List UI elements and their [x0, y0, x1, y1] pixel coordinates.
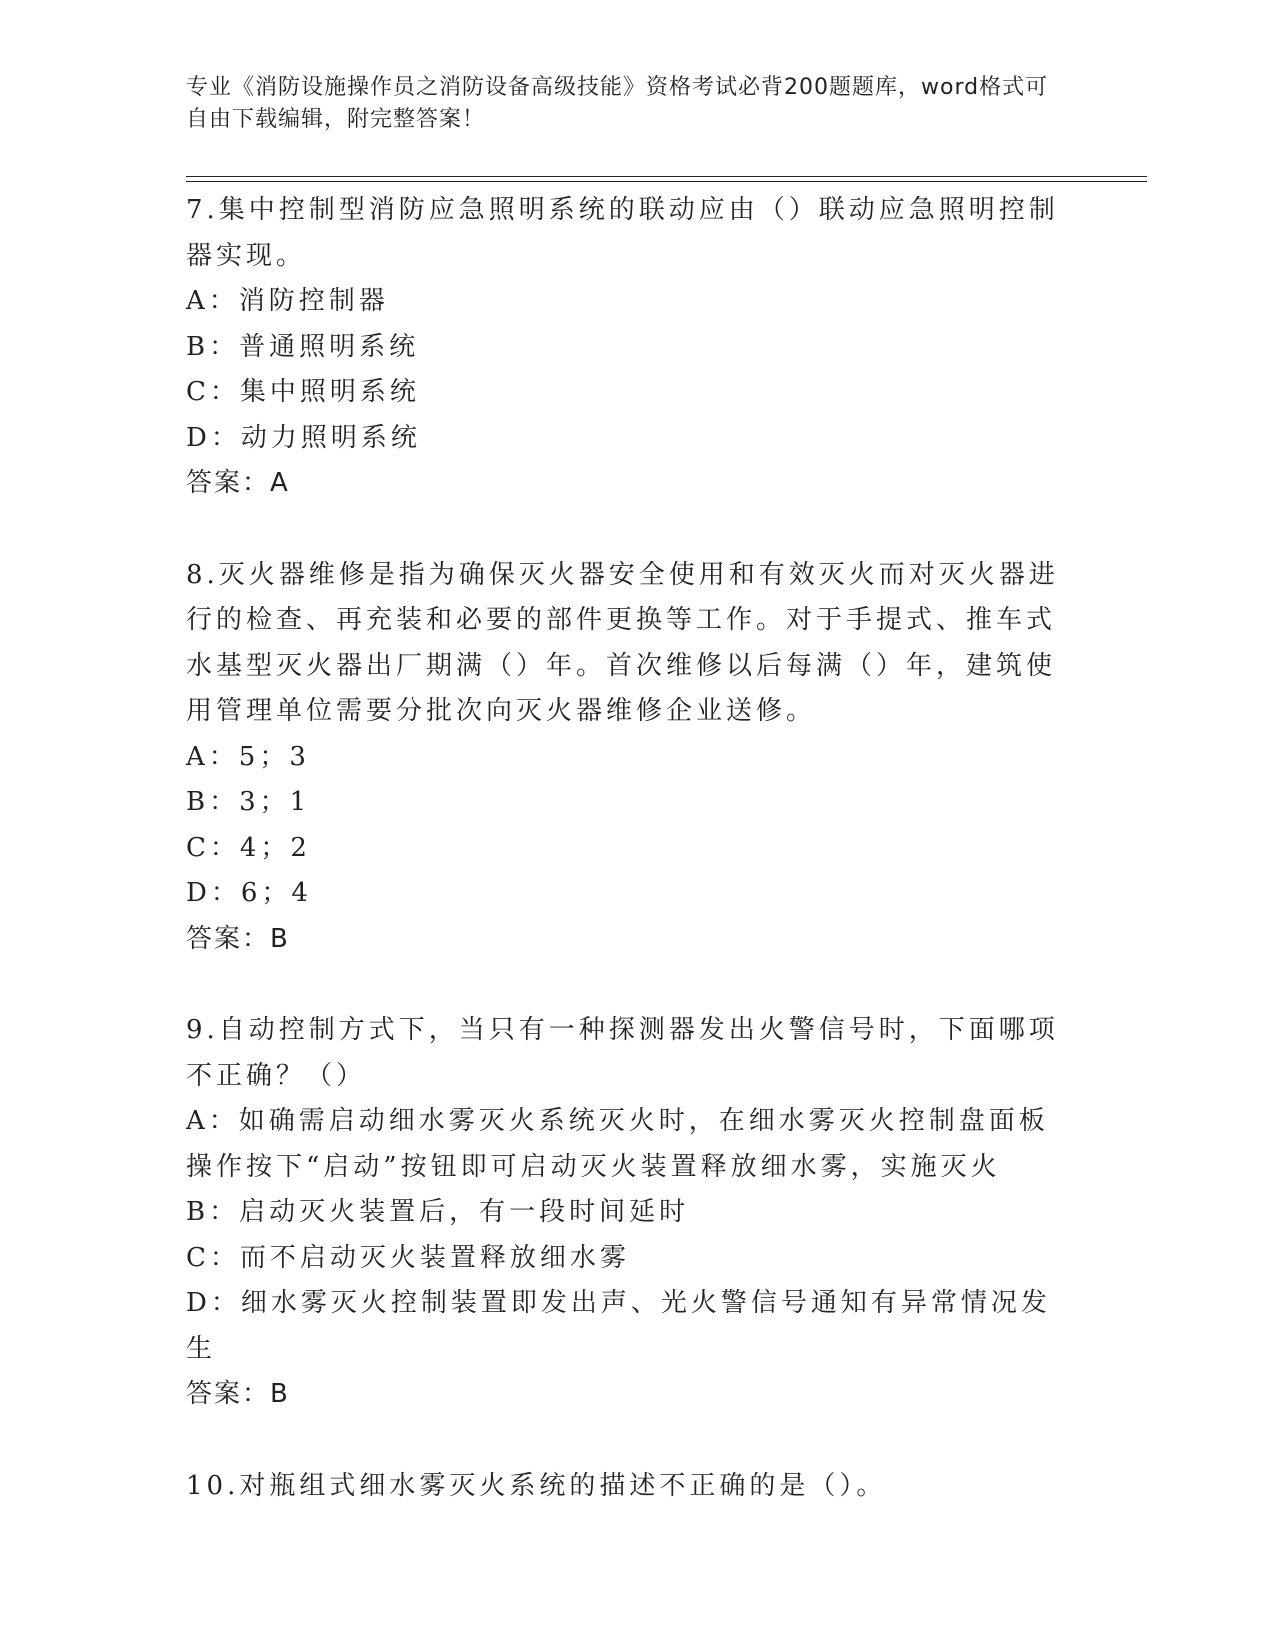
option-b: B：启动灭火装置后，有一段时间延时: [186, 1197, 690, 1227]
header-divider-top: [186, 176, 1147, 177]
answer: 答案：B: [186, 923, 290, 954]
option-a: A：消防控制器: [186, 286, 389, 316]
answer: 答案：A: [186, 468, 290, 498]
option-b: B：普通照明系统: [186, 331, 420, 362]
question-text: 9.自动控制方式下，当只有一种探测器发出火警信号时，下面哪项不正确？（）: [186, 1015, 1059, 1091]
option-a: A：如确需启动细水雾灭火系统灭火时，在细水雾灭火控制盘面板操作按下“启动”按钮即可启动灭火装置释放细水雾，实施灭火: [186, 1106, 1049, 1182]
option-d: D：细水雾灭火控制装置即发出声、光火警信号通知有异常情况发生: [186, 1288, 1051, 1364]
question-text: 7.集中控制型消防应急照明系统的联动应由（）联动应急照明控制器实现。: [186, 195, 1059, 271]
question-10: [186, 1464, 1066, 1510]
header-divider-bottom: [186, 181, 1147, 182]
question-text: 10.对瓶组式细水雾灭火系统的描述不正确的是（）。: [186, 1470, 887, 1501]
question-list: [186, 188, 1066, 1555]
option-d: D：6；4: [186, 878, 312, 908]
question-8: [186, 553, 1066, 963]
option-c: C：而不启动灭火装置释放细水雾: [186, 1242, 630, 1273]
document-header: 专业《消防设施操作员之消防设备高级技能》资格考试必背200题题库，word格式可自由下载编辑，附完整答案！: [186, 75, 1049, 132]
option-b: B：3；1: [186, 787, 311, 817]
question-9: [186, 1008, 1066, 1418]
option-a: A：5；3: [186, 741, 310, 772]
option-d: D：动力照明系统: [186, 422, 421, 453]
question-7: [186, 188, 1066, 507]
option-c: C：集中照明系统: [186, 377, 420, 407]
question-text: 8.灭火器维修是指为确保灭火器安全使用和有效灭火而对灭火器进行的检查、再充装和必要的部件更换等工作。对于手提式、推车式水基型灭火器出厂期满（）年。首次维修以后每满（）年，建筑使用管理单位需要分批次向灭火器维修企业送修。: [186, 559, 1059, 726]
option-c: C：4；2: [186, 832, 311, 863]
answer: 答案：B: [186, 1379, 290, 1409]
